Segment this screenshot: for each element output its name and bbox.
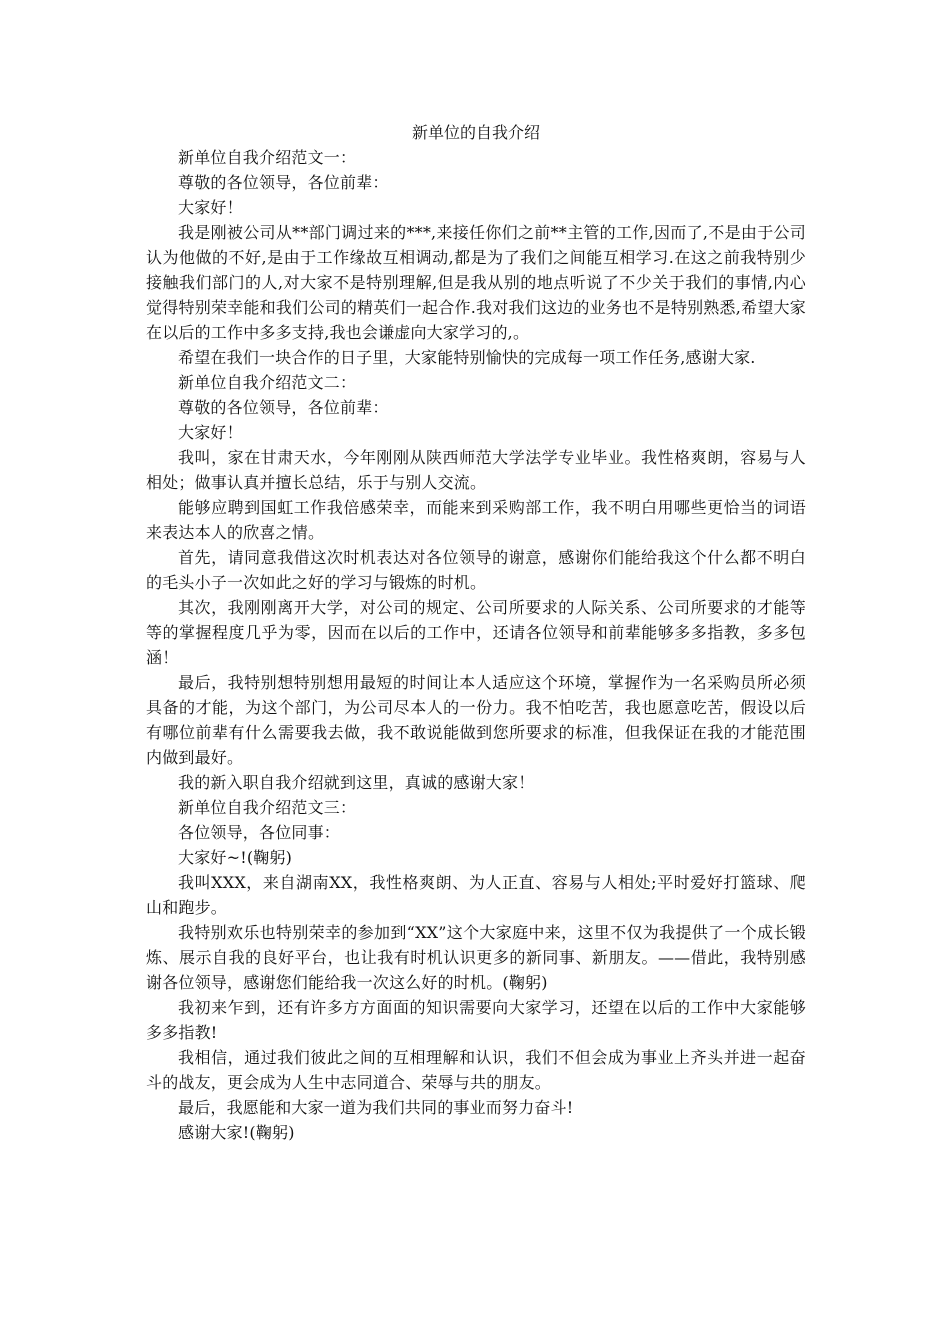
paragraph: 最后，我愿能和大家一道为我们共同的事业而努力奋斗!	[178, 1098, 574, 1117]
paragraph: 我的新入职自我介绍就到这里，真诚的感谢大家！	[178, 773, 535, 792]
paragraph: 尊敬的各位领导，各位前辈：	[178, 398, 389, 417]
paragraph: 首先，请同意我借这次时机表达对各位领导的谢意，感谢你们能给我这个什么都不明白的毛头小子一次如此之好的学习与锻炼的时机。	[146, 548, 806, 592]
paragraph: 希望在我们一块合作的日子里，大家能特别愉快的完成每一项工作任务,感谢大家.	[178, 348, 756, 367]
document-page	[146, 120, 806, 1145]
paragraph: 大家好~!(鞠躬)	[178, 848, 293, 867]
paragraph: 新单位自我介绍范文一：	[178, 148, 357, 167]
document-body	[146, 145, 806, 1145]
paragraph: 新单位自我介绍范文三：	[178, 798, 357, 817]
paragraph: 其次，我刚刚离开大学，对公司的规定、公司所要求的人际关系、公司所要求的才能等等的掌握程度几乎为零，因而在以后的工作中，还请各位领导和前辈能够多多指教，多多包涵！	[146, 598, 806, 667]
paragraph: 我特别欢乐也特别荣幸的参加到“XX”这个大家庭中来，这里不仅为我提供了一个成长锻炼、展示自我的良好平台，也让我有时机认识更多的新同事、新朋友。——借此，我特别感谢各位领导，感谢您们能给我一次这么好的时机。(鞠躬)	[146, 923, 806, 992]
paragraph: 能够应聘到国虹工作我倍感荣幸，而能来到采购部工作，我不明白用哪些更恰当的词语来表达本人的欣喜之情。	[146, 498, 806, 542]
paragraph: 大家好！	[178, 423, 243, 442]
paragraph: 尊敬的各位领导，各位前辈：	[178, 173, 389, 192]
paragraph: 我叫，家在甘肃天水，今年刚刚从陕西师范大学法学专业毕业。我性格爽朗，容易与人相处；做事认真并擅长总结，乐于与别人交流。	[146, 448, 806, 492]
paragraph: 各位领导，各位同事：	[178, 823, 341, 842]
paragraph: 大家好！	[178, 198, 243, 217]
paragraph: 我相信，通过我们彼此之间的互相理解和认识，我们不但会成为事业上齐头并进一起奋斗的战友，更会成为人生中志同道合、荣辱与共的朋友。	[146, 1048, 806, 1092]
paragraph: 我是刚被公司从**部门调过来的***,来接任你们之前**主管的工作,因而了,不是由于公司认为他做的不好,是由于工作缘故互相调动,都是为了我们之间能互相学习.在这之前我特别少接触我们部门的人,对大家不是特别理解,但是我从别的地点听说了不少关于我们的事情,内心觉得特别荣幸能和我们公司的精英们一起合作.我对我们这边的业务也不是特别熟悉,希望大家在以后的工作中多多支持,我也会谦虚向大家学习的,。	[146, 223, 806, 342]
paragraph: 新单位自我介绍范文二：	[178, 373, 357, 392]
document-title: 新单位的自我介绍	[411, 123, 540, 142]
paragraph: 感谢大家!(鞠躬)	[178, 1123, 295, 1142]
paragraph: 最后，我特别想特别想用最短的时间让本人适应这个环境，掌握作为一名采购员所必须具备的才能，为这个部门，为公司尽本人的一份力。我不怕吃苦，我也愿意吃苦，假设以后有哪位前辈有什么需要我去做，我不敢说能做到您所要求的标准，但我保证在我的才能范围内做到最好。	[146, 673, 806, 767]
paragraph: 我叫XXX，来自湖南XX，我性格爽朗、为人正直、容易与人相处;平时爱好打篮球、爬山和跑步。	[146, 873, 806, 917]
paragraph: 我初来乍到，还有许多方方面面的知识需要向大家学习，还望在以后的工作中大家能够多多指教!	[146, 998, 806, 1042]
